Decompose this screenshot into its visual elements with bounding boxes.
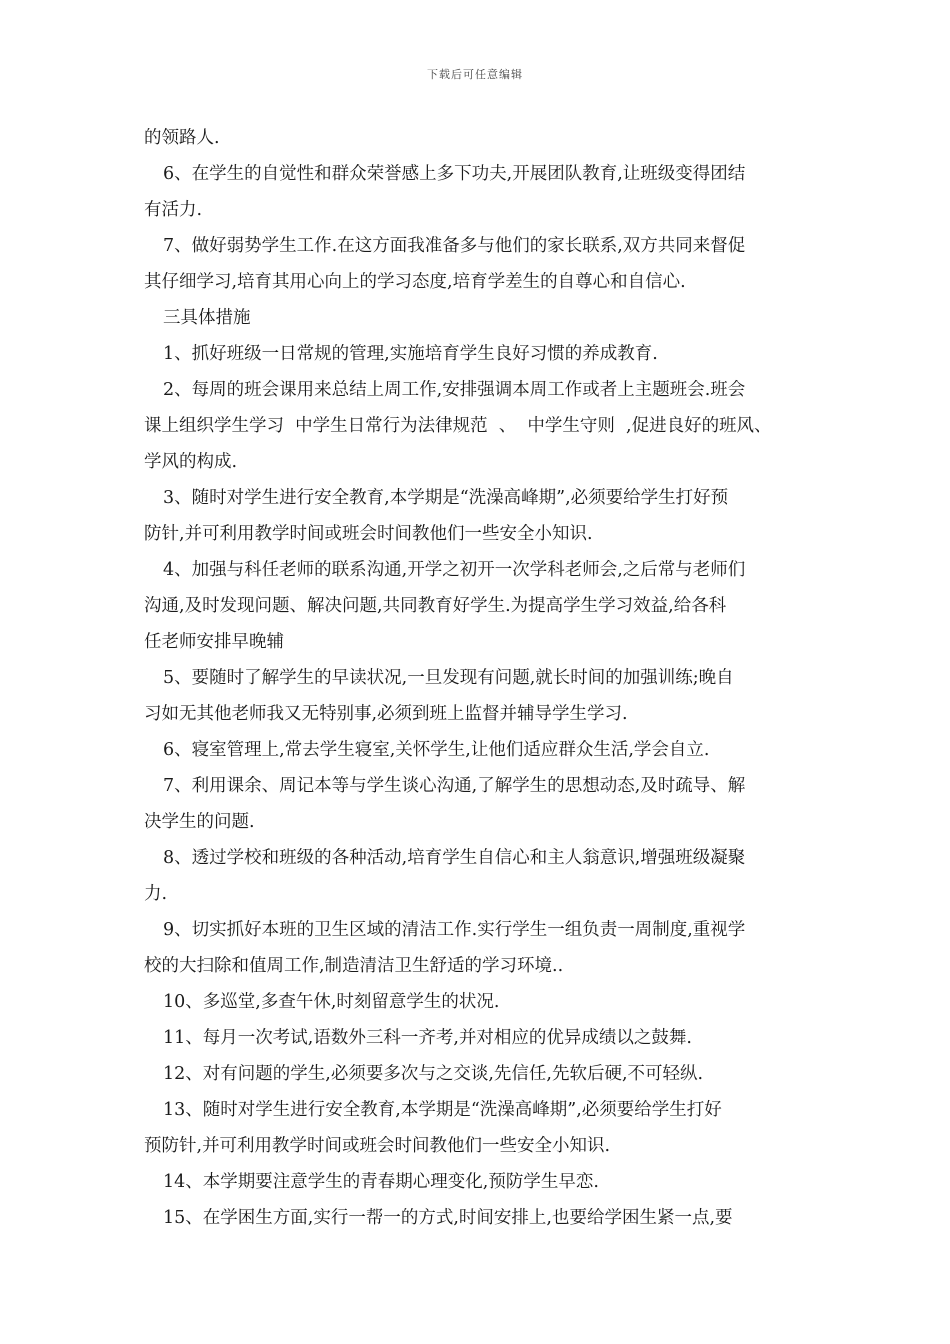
text-line: 14、本学期要注意学生的青春期心理变化,预防学生早恋.: [163, 1172, 599, 1192]
text-line: 15、在学困生方面,实行一帮一的方式,时间安排上,也要给学困生紧一点,要: [163, 1208, 733, 1228]
text-line: 10、多巡堂,多查午休,时刻留意学生的状况.: [163, 992, 500, 1012]
text-line: 校的大扫除和值周工作,制造清洁卫生舒适的学习环境..: [144, 956, 564, 976]
text-line: 1、抓好班级一日常规的管理,实施培育学生良好习惯的养成教育.: [163, 344, 658, 364]
text-line: 5、要随时了解学生的早读状况,一旦发现有问题,就长时间的加强训练;晚自: [163, 668, 734, 688]
text-line: 6、在学生的自觉性和群众荣誉感上多下功夫,开展团队教育,让班级变得团结: [163, 164, 746, 184]
document-body: [144, 120, 812, 1236]
text-line: 13、随时对学生进行安全教育,本学期是“洗澡高峰期”,必须要给学生打好: [163, 1100, 722, 1120]
text-line: 6、寝室管理上,常去学生寝室,关怀学生,让他们适应群众生活,学会自立.: [163, 740, 710, 760]
text-line: 预防针,并可利用教学时间或班会时间教他们一些安全小知识.: [144, 1136, 611, 1156]
text-line: 7、做好弱势学生工作.在这方面我准备多与他们的家长联系,双方共同来督促: [163, 236, 746, 256]
text-line: 有活力.: [144, 200, 203, 220]
text-line: 三具体措施: [163, 308, 251, 328]
text-line: 力.: [144, 884, 168, 904]
text-line: 8、透过学校和班级的各种活动,培育学生自信心和主人翁意识,增强班级凝聚: [163, 848, 746, 868]
text-line: 学风的构成.: [144, 452, 238, 472]
text-line: 任老师安排早晚辅: [144, 632, 284, 652]
text-line: 3、随时对学生进行安全教育,本学期是“洗澡高峰期”,必须要给学生打好预: [163, 488, 729, 508]
page-header: 下载后可任意编辑: [427, 68, 523, 81]
text-line: 12、对有问题的学生,必须要多次与之交谈,先信任,先软后硬,不可轻纵.: [163, 1064, 704, 1084]
text-line: 沟通,及时发现问题、解决问题,共同教育好学生.为提高学生学习效益,给各科: [144, 596, 727, 616]
text-line: 课上组织学生学习 中学生日常行为法律规范 、 中学生守则 ,促进良好的班风、: [144, 416, 772, 436]
text-line: 的领路人.: [144, 128, 220, 148]
text-line: 习如无其他老师我又无特别事,必须到班上监督并辅导学生学习.: [144, 704, 628, 724]
text-line: 其仔细学习,培育其用心向上的学习态度,培育学差生的自尊心和自信心.: [144, 272, 686, 292]
text-line: 9、切实抓好本班的卫生区域的清洁工作.实行学生一组负责一周制度,重视学: [163, 920, 746, 940]
text-line: 2、每周的班会课用来总结上周工作,安排强调本周工作或者上主题班会.班会: [163, 380, 746, 400]
text-line: 7、利用课余、周记本等与学生谈心沟通,了解学生的思想动态,及时疏导、解: [163, 776, 746, 796]
text-line: 防针,并可利用教学时间或班会时间教他们一些安全小知识.: [144, 524, 593, 544]
text-line: 4、加强与科任老师的联系沟通,开学之初开一次学科老师会,之后常与老师们: [163, 560, 746, 580]
text-line: 决学生的问题.: [144, 812, 255, 832]
text-line: 11、每月一次考试,语数外三科一齐考,并对相应的优异成绩以之鼓舞.: [163, 1028, 692, 1048]
